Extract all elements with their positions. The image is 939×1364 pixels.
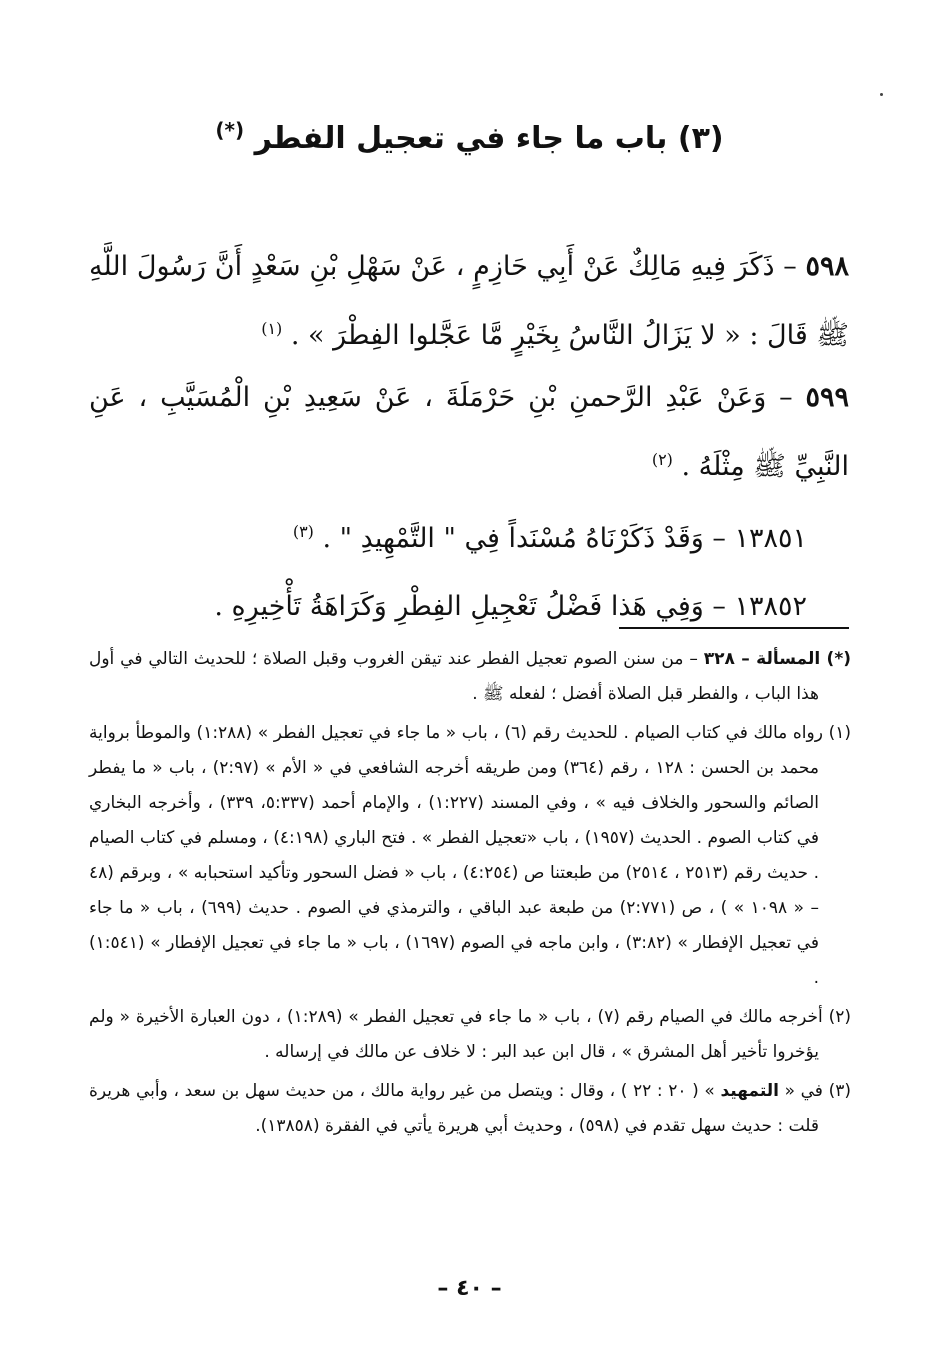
paragraph-text: ١٣٨٥١ – وَقَدْ ذَكَرْنَاهُ مُسْنَداً فِي " التَّمْهِيدِ " . (322, 523, 807, 554)
hadith-number: ٥٩٩ (805, 382, 849, 413)
main-text (89, 236, 849, 641)
page-number: – ٤٠ – (437, 1276, 502, 1301)
footnote-label: (١) (828, 723, 851, 743)
book-title: التمهيد (720, 1081, 779, 1101)
footnote-2 (89, 1000, 851, 1070)
footnote-ref: (٣) (292, 522, 314, 541)
footnote-ref: (٢) (651, 450, 673, 469)
footnote-text: رواه مالك في كتاب الصيام . للحديث رقم (٦) ، باب « ما جاء في تعجيل الفطر » (١:٢٨٨) والموطأ برواية محمد بن الحسن : ١٢٨ ، رقم (٣٦٤) ومن طريقه أخرجه الشافعي في « الأم » (٢:٩٧) ، باب « ما يفطر الصائم والسحور والخلاف فيه » ، وفي المسند (١:٢٢٧) ، والإمام أحمد (٥:٣٣٧، ٣٣٩) ، وأخرجه البخاري في كتاب الصوم . الحديث (١٩٥٧) ، باب «تعجيل الفطر » . فتح الباري (٤:١٩٨) ، ومسلم في كتاب الصيام . حديث رقم (٢٥١٣ ، ٢٥١٤) من طبعتنا ص (٤:٢٥٤) ، باب « فضل السحور وتأكيد استحبابه » ، وبرقم (٤٨ – « ١٠٩٨ » ) ، ص (٢:٧٧١) من طبعة عبد الباقي ، والترمذي في الصوم . حديث (٦٩٩) ، باب « ما جاء في تعجيل الإفطار » (٣:٨٢) ، وابن ماجه في الصوم (١٦٩٧) ، باب « ما جاء في تعجيل الإفطار » (١:٥٤١) . (89, 723, 829, 988)
footnote-1 (89, 716, 851, 996)
footnote-label: (٢) (828, 1007, 851, 1027)
footnote-text: – من سنن الصوم تعجيل الفطر عند تيقن الغروب وقبل الصلاة ؛ للحديث التالي في أول هذا الباب ، والفطر قبل الصلاة أفضل ؛ لفعله ﷺ . (89, 649, 819, 704)
footnotes (89, 642, 851, 1148)
chapter-title-footnote-mark: (*) (215, 118, 245, 142)
footnote-label: (*) المسألة – ٣٢٨ (703, 649, 851, 669)
paragraph-text: ١٣٨٥٢ – وَفِي هَذا فَضْلُ تَعْجِيلِ الفِطْرِ وَكَرَاهَةُ تَأْخِيرِهِ . (214, 591, 807, 622)
hadith-598 (89, 236, 849, 367)
chapter-title-text: (٣) باب ما جاء في تعجيل الفطر (254, 121, 724, 156)
chapter-title (0, 108, 939, 161)
scan-speck (880, 93, 883, 96)
hadith-number: ٥٩٨ (805, 251, 849, 282)
footnote-text: في « (778, 1081, 829, 1101)
hadith-text: – وَعَنْ عَبْدِ الرَّحمنِ بْنِ حَرْمَلَةَ ، عَنْ سَعِيدِ بْنِ الْمُسَيَّبِ ، عَنِ النَّبِيِّ ﷺ مِثْلَهُ . (89, 382, 849, 482)
footnote-label: (٣) (828, 1081, 851, 1101)
paragraph-13851 (89, 498, 807, 573)
footnote-divider (619, 627, 849, 629)
hadith-599 (89, 367, 849, 498)
paragraph-13852 (89, 573, 807, 641)
hadith-text: – ذَكَرَ فِيهِ مَالِكٌ عَنْ أَبِي حَازِمٍ ، عَنْ سَهْلِ بْنِ سَعْدٍ أَنَّ رَسُولَ اللَّهِ ﷺ قَالَ : « لا يَزَالُ النَّاسُ بِخَيْرٍ مَّا عَجَّلوا الفِطْرَ » . (89, 251, 849, 351)
footnote-text: » ( ٢٠ : ٢٢ ) ، وقال : ويتصل من غير رواية مالك ، من حديث سهل بن سعد ، وأبي هريرة قلت : حديث سهل تقدم في (٥٩٨) ، وحديث أبي هريرة يأتي في الفقرة (١٣٨٥٨). (89, 1081, 819, 1136)
footnote-ref: (١) (261, 319, 283, 338)
footnote-3 (89, 1074, 851, 1144)
footnote-star (89, 642, 851, 712)
footnote-text: أخرجه مالك في الصيام رقم (٧) ، باب « ما جاء في تعجيل الفطر » (١:٢٨٩) ، دون العبارة الأخيرة « ولم يؤخروا تأخير أهل المشرق » ، قال ابن عبد البر : لا خلاف عن مالك في إرساله . (89, 1007, 829, 1062)
